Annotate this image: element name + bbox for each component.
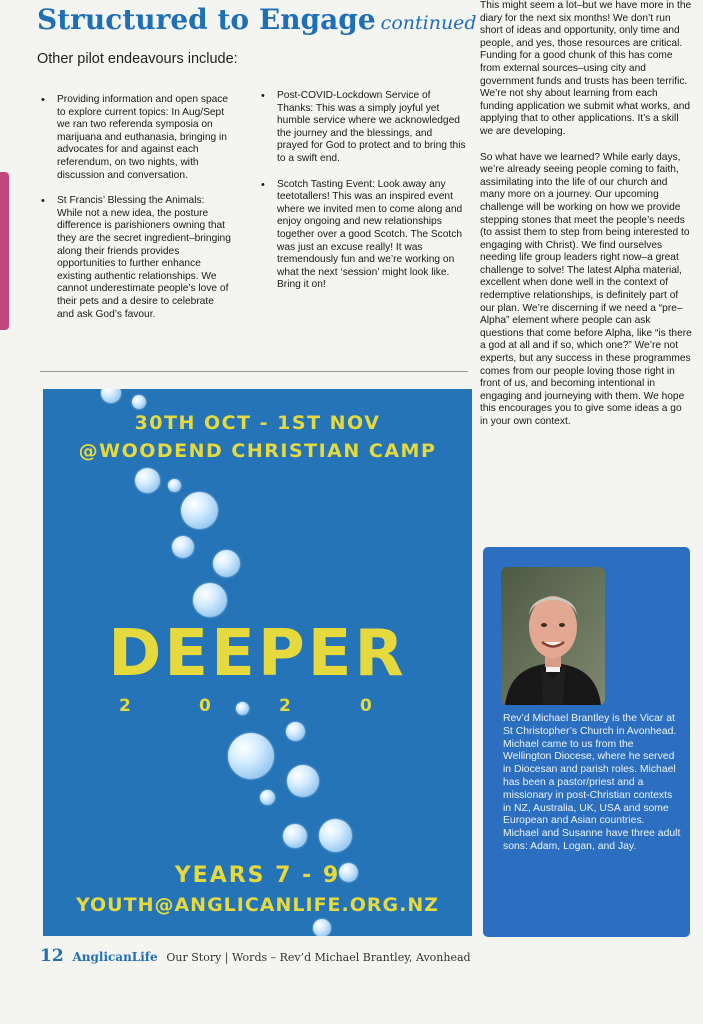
bullet-text: Scotch Tasting Event: Look away any teetotallers! This was an inspired event where we invited men to come along and enjoy ongoing and new relationships together over a good Scotch. The Scotch was just an excuse really! It was tremendously fun and we’re working on what the next ‘session’ might look like. Bring it on! (277, 178, 463, 291)
bullet-dot: • (261, 90, 265, 102)
poster-dates: 30TH OCT - 1ST NOV (134, 412, 381, 434)
bubble-icon (236, 702, 249, 715)
bubble-icon (287, 765, 319, 797)
title-main: Structured to Engage (37, 3, 376, 36)
poster-year (43, 696, 472, 720)
bubble-icon (135, 468, 160, 493)
bullet-text: Post-COVID-Lockdown Service of Thanks: This was a simply joyful yet humble service where we acknowledged the journey and the blessings, and prayed for God to protect and to bring this to a swift end. (277, 90, 466, 164)
author-bio-text: Rev’d Michael Brantley is the Vicar at St Christopher’s Church in Avonhead. Michael came to us from the Wellington Diocese, where he served in Diocesan and parish roles. Michael has been a pastor/priest and a missionary in post-Christian contexts in NZ, Australia, UK, USA and some European and Asian countries. Michael and Susanne have three adult sons: Adam, Logan, and Jay. (503, 713, 681, 852)
left-bullet-list (40, 94, 232, 334)
bubble-icon (181, 492, 218, 529)
title-continued: continued (380, 12, 477, 34)
paragraph: So what have we learned? While early days, we’re already seeing people coming to faith, assimilating into the life of our church and many more on a journey. Our upcoming challenge will be working on how we provide stepping stones that meet the people’s needs (to assist them to step from being interested to engaging with Christ). We find ourselves needing life group leaders right now–a great challenge to solve! The latest Alpha material, excellent when done well in the context of redemptive relationships, is definitely part of our plan. We’re discerning if we need a “pre–Alpha” element where people can ask questions that come before Alpha, like “is there a god at all and if so, which one?” We’re not experts, but any success in these programmes comes from our people loving those right in front of us, and becoming intentional in engaging and journeying with them. We hope this encourages you to give some ideas a go in your own context. (480, 151, 692, 427)
poster-years: YEARS 7 - 9 (174, 863, 341, 888)
page-number: 12 (40, 946, 64, 966)
bubble-icon (193, 583, 227, 617)
section-credit: Our Story | Words – Rev’d Michael Brantley, Avonhead (166, 951, 471, 964)
bubble-icon (319, 819, 352, 852)
bubble-icon (168, 479, 181, 492)
year-digit: 2 (279, 696, 291, 716)
bullet-text: St Francis’ Blessing the Animals: While not a new idea, the posture difference is parishioners owning that they are the secret ingredient–bringing along their friends provides opportunities to further enhance existing authentic relationships. We cannot underestimate people’s love of their pets and a desire to celebrate and ask God’s favour. (57, 195, 231, 320)
bubble-icon (132, 395, 146, 409)
year-digit: 2 (119, 696, 131, 716)
page-edge-tab (0, 172, 9, 330)
bullet-item (260, 90, 466, 166)
bubble-icon (260, 790, 275, 805)
author-bio-box (483, 547, 690, 937)
bullet-dot: • (261, 178, 265, 191)
bubble-icon (213, 550, 240, 577)
bubble-icon (228, 733, 274, 779)
divider (40, 371, 468, 372)
deeper-event-poster (43, 389, 472, 936)
bubble-icon (286, 722, 305, 741)
author-photo (501, 567, 605, 705)
bullet-item (260, 179, 466, 292)
article-title (37, 3, 477, 36)
article-subtitle: Other pilot endeavours include: (37, 51, 238, 67)
bullet-item (40, 94, 232, 182)
poster-venue: @WOODEND CHRISTIAN CAMP (78, 440, 437, 462)
bubble-icon (313, 919, 331, 936)
bullet-dot: • (41, 195, 45, 208)
bubble-icon (283, 824, 307, 848)
paragraph: This might seem a lot–but we have more in the diary for the next six months! We don’t run short of ideas and opportunity, only time and people, and yes, those resources are critical. Funding for a good chunk of this has come from external sources–using city and government funds and trusts has been terrific. We’re not shy about learning from each funding application we submit what works, and applying that to other applications. It’s a skill we are developing. (480, 0, 692, 137)
poster-email: YOUTH@ANGLICANLIFE.ORG.NZ (75, 894, 440, 916)
portrait-image (501, 567, 605, 705)
bubble-icon (101, 389, 121, 403)
bullet-item (40, 195, 232, 321)
bullet-text: Providing information and open space to explore current topics: In Aug/Sept we ran two referenda symposia on marijuana and euthanasia, bringing in advocates for and against each referendum, on two nights, with discussion and conversation. (57, 94, 229, 181)
page-footer (40, 946, 471, 966)
poster-headline: DEEPER (108, 617, 407, 691)
magazine-logo: AnglicanLife (72, 950, 158, 964)
bullet-dot: • (41, 94, 45, 106)
year-digit: 0 (199, 696, 211, 716)
right-column-text (480, 0, 692, 442)
year-digit: 0 (360, 696, 372, 716)
bubble-icon (172, 536, 194, 558)
middle-bullet-list (260, 90, 466, 305)
